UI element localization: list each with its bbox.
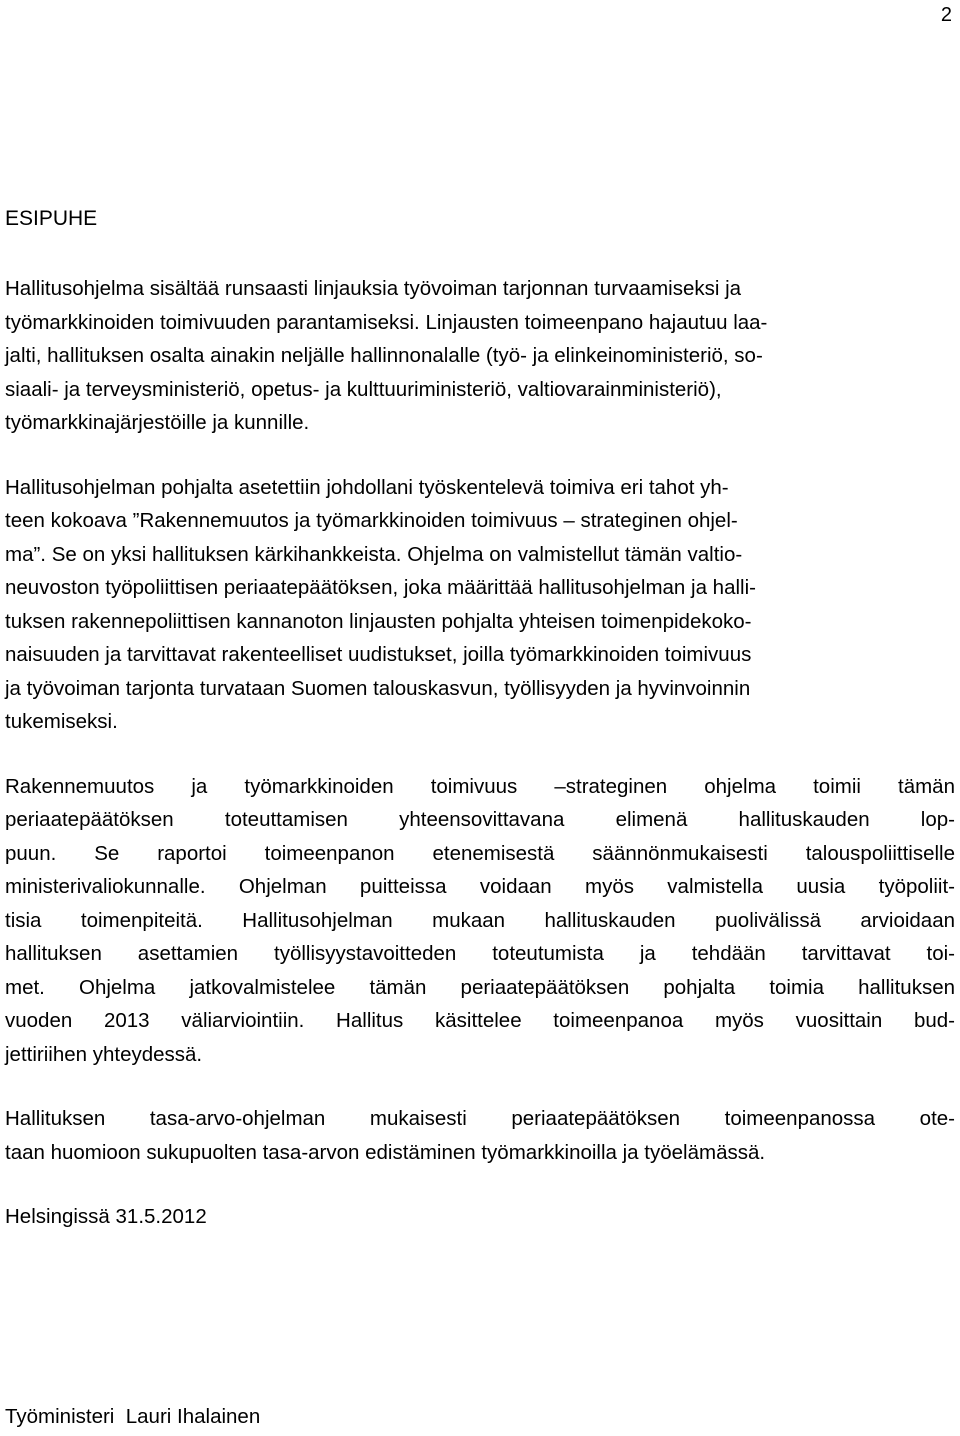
text-line: met. Ohjelma jatkovalmistelee tämän periaatepäätöksen pohjalta toimia hallituksen (5, 975, 955, 999)
text-line: tukemiseksi. (5, 710, 118, 733)
paragraph-1 (5, 272, 955, 440)
text-line: siaali- ja terveysministeriö, opetus- ja kulttuuriministeriö, valtiovarainministeriö), (5, 377, 722, 401)
text-line: ministerivaliokunnalle. Ohjelman puitteissa voidaan myös valmistella uusia työpoliit- (5, 875, 955, 898)
paragraph-4 (5, 1102, 955, 1169)
document-body (5, 202, 955, 1234)
text-line: Hallitusohjelman pohjalta asetettiin johdollani työskentelevä toimiva eri tahot yh- (5, 475, 729, 499)
text-line: vuoden 2013 väliarviointiin. Hallitus käsittelee toimeenpanoa myös vuosittain bud- (5, 1009, 955, 1032)
text-line: tuksen rakennepoliittisen kannanoton linjausten pohjalta yhteisen toimenpidekoko- (5, 609, 752, 633)
text-line: jettiriihen yhteydessä. (5, 1042, 203, 1066)
page-number: 2 (940, 4, 952, 26)
text-line: puun. Se raportoi toimeenpanon etenemisestä säännönmukaisesti talouspoliittiselle (5, 841, 955, 865)
text-line: teen kokoava ”Rakennemuutos ja työmarkkinoiden toimivuus – strateginen ohjel- (5, 509, 738, 532)
text-line: neuvoston työpoliittisen periaatepäätöksen, joka määrittää hallitusohjelman ja halli- (5, 576, 756, 599)
text-line: Hallituksen tasa-arvo-ohjelman mukaisesti periaatepäätöksen toimeenpanossa ote- (5, 1107, 955, 1130)
text-line: hallituksen asettamien työllisyystavoitteden toteutumista ja tehdään tarvittavat toi- (5, 942, 955, 965)
text-line: työmarkkinoiden toimivuuden parantamiseksi. Linjausten toimeenpano hajautuu laa- (5, 310, 768, 334)
paragraph-2 (5, 471, 955, 739)
text-line: taan huomioon sukupuolten tasa-arvon edistäminen työmarkkinoilla ja työelämässä. (5, 1140, 766, 1164)
text-line: naisuuden ja tarvittavat rakenteelliset uudistukset, joilla työmarkkinoiden toimivuus (5, 643, 752, 666)
text-line: Rakennemuutos ja työmarkkinoiden toimivuus –strateginen ohjelma toimii tämän (5, 774, 955, 798)
text-line: työmarkkinajärjestöille ja kunnille. (5, 411, 310, 434)
text-line: jalti, hallituksen osalta ainakin neljälle hallinnonalalle (työ- ja elinkeinoministeriö, so- (5, 344, 763, 367)
text-line: ma”. Se on yksi hallituksen kärkihankkeista. Ohjelma on valmistellut tämän valtio- (5, 542, 743, 566)
signature-line: Työministeri Lauri Ihalainen (5, 1405, 261, 1428)
section-heading: ESIPUHE (5, 207, 98, 230)
place-and-date: Helsingissä 31.5.2012 (5, 1205, 207, 1228)
paragraph-3 (5, 770, 955, 1072)
text-line: tisia toimenpiteitä. Hallitusohjelman mukaan hallituskauden puolivälissä arvioidaan (5, 908, 955, 932)
text-line: Hallitusohjelma sisältää runsaasti linjauksia työvoiman tarjonnan turvaamiseksi ja (5, 277, 742, 300)
text-line: ja työvoiman tarjonta turvataan Suomen talouskasvun, työllisyyden ja hyvinvoinnin (5, 676, 751, 700)
text-line: periaatepäätöksen toteuttamisen yhteensovittavana elimenä hallituskauden lop- (5, 808, 955, 831)
